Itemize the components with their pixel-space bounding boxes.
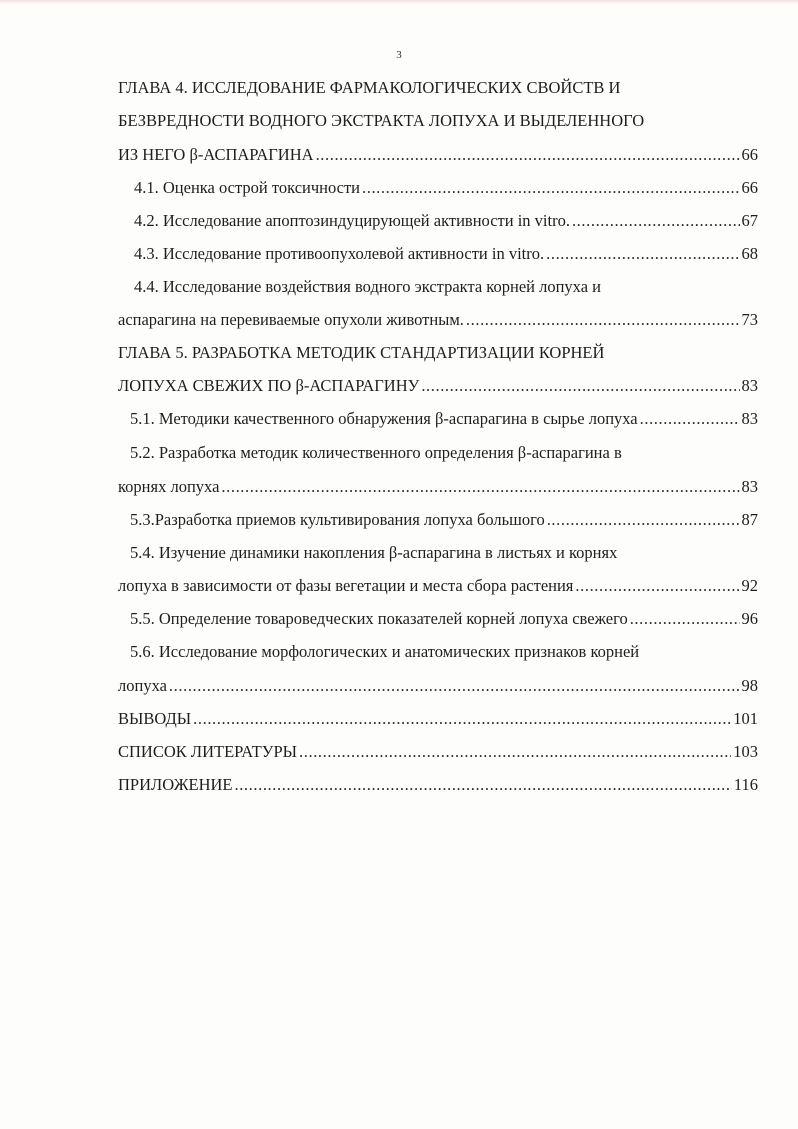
toc-dot-leader <box>362 176 740 200</box>
toc-dot-leader <box>466 308 740 332</box>
toc-section-title: 4.2. Исследование апоптозиндуцирующей активности in vitro. <box>134 211 570 230</box>
toc-section-4-1[interactable] <box>134 176 758 200</box>
toc-section-4-4-line-1: 4.4. Исследование воздействия водного экстракта корней лопуха и <box>134 277 601 296</box>
toc-dot-leader <box>193 707 731 731</box>
toc-section-title: 5.5. Определение товароведческих показателей корней лопуха свежего <box>130 609 628 628</box>
toc-section-title: лопуха <box>118 676 167 695</box>
toc-section-5-1[interactable] <box>130 407 758 431</box>
toc-page-ref: 116 <box>733 775 758 794</box>
toc-page-ref: 83 <box>741 477 758 496</box>
toc-section-title: ПРИЛОЖЕНИЕ <box>118 775 233 794</box>
toc-page-ref: 66 <box>741 178 758 197</box>
toc-section-4-2[interactable] <box>134 209 758 233</box>
toc-dot-leader <box>234 773 731 797</box>
toc-section-title: 5.1. Методики качественного обнаружения β-аспарагина в сырье лопуха <box>130 409 638 428</box>
toc-section-4-3[interactable] <box>134 242 758 266</box>
toc-chapter-4-line-2: БЕЗВРЕДНОСТИ ВОДНОГО ЭКСТРАКТА ЛОПУХА И ВЫДЕЛЕННОГО <box>118 111 645 130</box>
toc-page-ref: 101 <box>733 709 758 728</box>
toc-dot-leader <box>572 209 740 233</box>
toc-section-5-3[interactable] <box>130 508 758 532</box>
toc-page-ref: 87 <box>741 510 758 529</box>
toc-section-5-6-line-1: 5.6. Исследование морфологических и анатомических признаков корней <box>130 642 640 661</box>
toc-section-title: лопуха в зависимости от фазы вегетации и места сбора растения <box>118 576 574 595</box>
toc-dot-leader <box>221 475 739 499</box>
toc-chapter-4-entry[interactable] <box>118 143 758 167</box>
toc-chapter-4-line-3: ИЗ НЕГО β-АСПАРАГИНА <box>118 145 314 164</box>
toc-page-ref: 96 <box>741 609 758 628</box>
toc-references[interactable] <box>118 740 758 764</box>
toc-page-ref: 98 <box>741 676 758 695</box>
toc-page-ref: 83 <box>741 409 758 428</box>
toc-dot-leader <box>630 607 740 631</box>
toc-chapter-5-line-1: ГЛАВА 5. РАЗРАБОТКА МЕТОДИК СТАНДАРТИЗАЦИИ КОРНЕЙ <box>118 343 605 362</box>
toc-dot-leader <box>316 143 740 167</box>
toc-section-title: СПИСОК ЛИТЕРАТУРЫ <box>118 742 298 761</box>
toc-page-ref: 83 <box>741 376 758 395</box>
toc-section-5-5[interactable] <box>130 607 758 631</box>
toc-page-ref: 73 <box>741 310 758 329</box>
toc-dot-leader <box>169 674 740 698</box>
toc-section-title: 4.3. Исследование противоопухолевой активности in vitro. <box>134 244 545 263</box>
toc-chapter-5-line-2: ЛОПУХА СВЕЖИХ ПО β-АСПАРАГИНУ <box>118 376 420 395</box>
toc-page-ref: 103 <box>733 742 758 761</box>
toc-page-ref: 67 <box>741 211 758 230</box>
toc-dot-leader <box>546 242 739 266</box>
toc-section-5-4-line-1: 5.4. Изучение динамики накопления β-аспарагина в листьях и корнях <box>130 543 618 562</box>
toc-section-title: ВЫВОДЫ <box>118 709 192 728</box>
toc-dot-leader <box>575 574 739 598</box>
toc-dot-leader <box>547 508 740 532</box>
toc-section-title: 5.3.Разработка приемов культивирования лопуха большого <box>130 510 545 529</box>
toc-section-title: 4.1. Оценка острой токсичности <box>134 178 360 197</box>
toc-conclusions[interactable] <box>118 707 758 731</box>
toc-dot-leader <box>640 407 740 431</box>
toc-appendix[interactable] <box>118 773 758 797</box>
toc-section-5-2[interactable] <box>118 475 758 499</box>
toc-page-ref: 66 <box>741 145 758 164</box>
toc-chapter-4-line-1: ГЛАВА 4. ИССЛЕДОВАНИЕ ФАРМАКОЛОГИЧЕСКИХ СВОЙСТВ И <box>118 78 621 97</box>
page-number: 3 <box>396 49 402 61</box>
toc-section-4-4[interactable] <box>118 308 758 332</box>
toc-section-5-4[interactable] <box>118 574 758 598</box>
toc-page-ref: 92 <box>741 576 758 595</box>
toc-section-title: аспарагина на перевиваемые опухоли животным. <box>118 310 464 329</box>
toc-section-5-6[interactable] <box>118 674 758 698</box>
toc-page-ref: 68 <box>741 244 758 263</box>
toc-section-5-2-line-1: 5.2. Разработка методик количественного определения β-аспарагина в <box>130 443 622 462</box>
toc-dot-leader <box>421 374 739 398</box>
toc-section-title: корнях лопуха <box>118 477 220 496</box>
toc-chapter-5-entry[interactable] <box>118 374 758 398</box>
toc-dot-leader <box>299 740 731 764</box>
